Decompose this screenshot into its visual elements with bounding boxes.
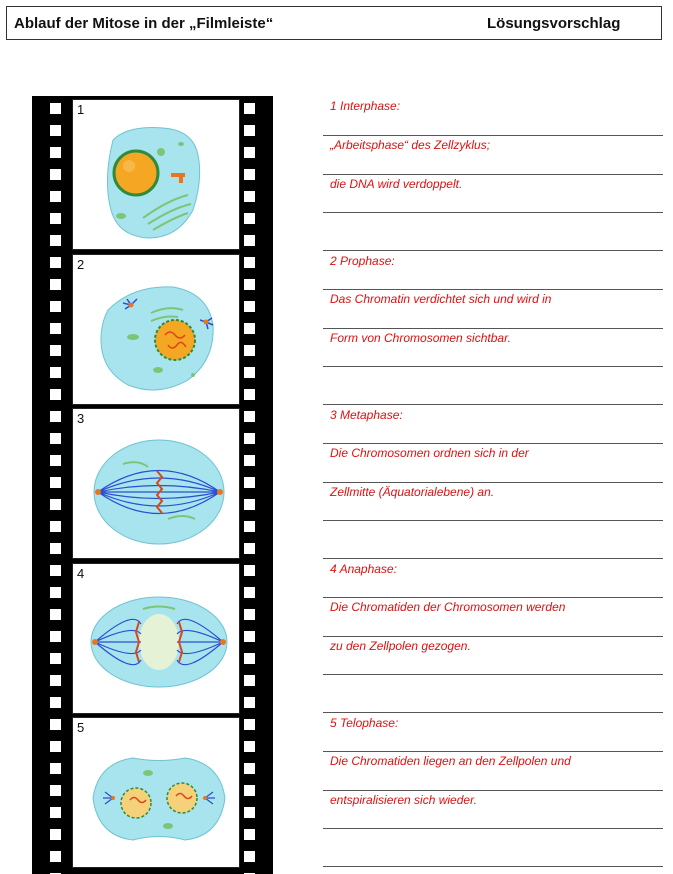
- phase-4-line-2: zu den Zellpolen gezogen.: [330, 639, 471, 653]
- phase-4-line-1: Die Chromatiden der Chromosomen werden: [330, 600, 566, 614]
- phase-3-line-2: Zellmitte (Äquatorialebene) an.: [330, 485, 495, 499]
- anaphase-cell-illustration: [73, 564, 241, 715]
- phase-3-heading: 3 Metaphase:: [330, 408, 403, 422]
- solution-label: Lösungsvorschlag: [487, 15, 621, 32]
- phase-2-heading: 2 Prophase:: [330, 254, 395, 268]
- phase-5-heading: 5 Telophase:: [330, 716, 399, 730]
- phase-2-line-1: Das Chromatin verdichtet sich und wird in: [330, 292, 552, 306]
- answer-line: [323, 250, 663, 251]
- phase-1-line-2: die DNA wird verdoppelt.: [330, 177, 463, 191]
- answer-line: [323, 674, 663, 675]
- answer-line: [323, 443, 663, 444]
- answer-line: [323, 828, 663, 829]
- film-frame-5: [72, 717, 240, 868]
- answer-line: [323, 174, 663, 175]
- answer-line: [323, 404, 663, 405]
- phase-2-line-2: Form von Chromosomen sichtbar.: [330, 331, 511, 345]
- frame-number: 2: [77, 257, 85, 272]
- prophase-cell-illustration: [73, 255, 241, 406]
- interphase-cell-illustration: [73, 100, 241, 251]
- phase-1-heading: 1 Interphase:: [330, 99, 401, 113]
- answer-line: [323, 135, 663, 136]
- phase-1-line-1: „Arbeitsphase“ des Zellzyklus;: [330, 138, 491, 152]
- answer-line: [323, 366, 663, 367]
- answer-line: [323, 790, 663, 791]
- metaphase-cell-illustration: [73, 409, 241, 560]
- frame-number: 3: [77, 411, 85, 426]
- phase-5-line-2: entspiralisieren sich wieder.: [330, 793, 477, 807]
- telophase-cell-illustration: [73, 718, 241, 869]
- frame-number: 1: [77, 102, 85, 117]
- phase-3-line-1: Die Chromosomen ordnen sich in der: [330, 446, 529, 460]
- worksheet-header: [6, 6, 662, 40]
- worksheet-title: Ablauf der Mitose in der „Filmleiste“: [14, 15, 274, 32]
- answer-line: [323, 482, 663, 483]
- answer-line: [323, 866, 663, 867]
- frame-number: 5: [77, 720, 85, 735]
- answer-line: [323, 328, 663, 329]
- film-frame-3: [72, 408, 240, 559]
- answer-line: [323, 558, 663, 559]
- answer-line: [323, 751, 663, 752]
- film-perforation-right: [244, 96, 255, 874]
- film-frame-4: [72, 563, 240, 714]
- answer-line: [323, 289, 663, 290]
- phase-4-heading: 4 Anaphase:: [330, 562, 397, 576]
- phase-5-line-1: Die Chromatiden liegen an den Zellpolen und: [330, 754, 571, 768]
- film-frame-1: [72, 99, 240, 250]
- answer-line: [323, 212, 663, 213]
- frame-number: 4: [77, 566, 85, 581]
- answer-line: [323, 712, 663, 713]
- answer-line: [323, 636, 663, 637]
- answer-line: [323, 597, 663, 598]
- film-frame-2: [72, 254, 240, 405]
- film-strip: [32, 96, 273, 874]
- answer-line: [323, 520, 663, 521]
- film-perforation-left: [50, 96, 61, 874]
